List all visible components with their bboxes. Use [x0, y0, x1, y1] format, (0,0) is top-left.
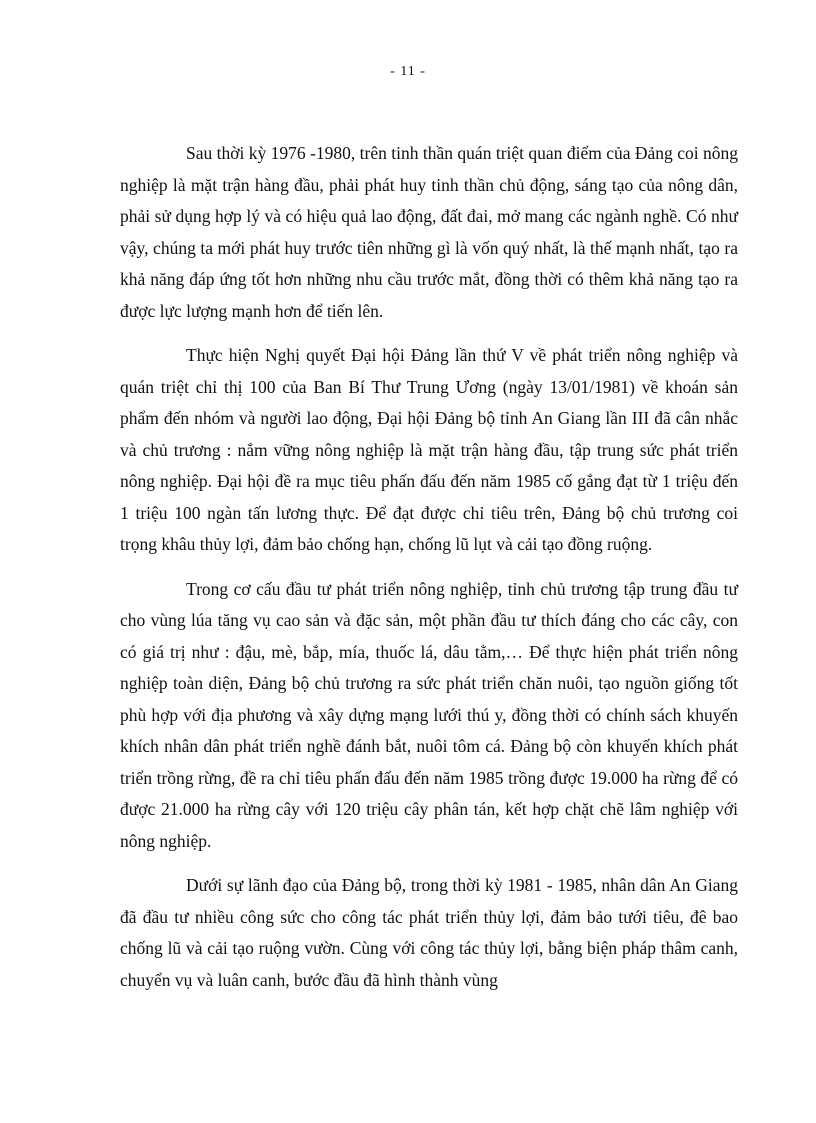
paragraph-3: Trong cơ cấu đầu tư phát triển nông nghiệp, tỉnh chủ trương tập trung đầu tư cho vùng lúa tăng vụ cao sản và đặc sản, một phần đầu tư thích đáng cho các cây, con có giá trị như : đậu, mè, bắp, mía, thuốc lá, dâu tằm,… Để thực hiện phát triển nông nghiệp toàn diện, Đảng bộ chủ trương ra sức phát triển chăn nuôi, tạo nguồn giống tốt phù hợp với địa phương và xây dựng mạng lưới thú y, đồng thời có chính sách khuyến khích nhân dân phát triển nghề đánh bắt, nuôi tôm cá. Đảng bộ còn khuyến khích phát triển trồng rừng, đề ra chỉ tiêu phấn đấu đến năm 1985 trồng được 19.000 ha rừng để có được 21.000 ha rừng cây với 120 triệu cây phân tán, kết hợp chặt chẽ lâm nghiệp với nông nghiệp. — [120, 578, 738, 851]
paragraph-2: Thực hiện Nghị quyết Đại hội Đảng lần thứ V về phát triển nông nghiệp và quán triệt chỉ thị 100 của Ban Bí Thư Trung Ương (ngày 13/01/1981) về khoán sản phẩm đến nhóm và người lao động, Đại hội Đảng bộ tỉnh An Giang lần III đã cân nhắc và chủ trương : nắm vững nông nghiệp là mặt trận hàng đầu, tập trung sức phát triển nông nghiệp. Đại hội đề ra mục tiêu phấn đấu đến năm 1985 cố gắng đạt từ 1 triệu đến 1 triệu 100 ngàn tấn lương thực. Để đạt được chỉ tiêu trên, Đảng bộ chủ trương coi trọng khâu thủy lợi, đảm bảo chống hạn, chống lũ lụt và cải tạo đồng ruộng. — [120, 345, 738, 554]
page-number: - 11 - — [390, 64, 426, 79]
paragraph-1: Sau thời kỳ 1976 -1980, trên tinh thần quán triệt quan điểm của Đảng coi nông nghiệp là mặt trận hàng đầu, phải phát huy tinh thần chủ động, sáng tạo của nông dân, phải sử dụng hợp lý và có hiệu quả lao động, đất đai, mở mang các ngành nghề. Có như vậy, chúng ta mới phát huy trước tiên những gì là vốn quý nhất, là thế mạnh nhất, tạo ra khả năng đáp ứng tốt hơn những nhu cầu trước mắt, đồng thời có thêm khả năng tạo ra được lực lượng mạnh hơn để tiến lên. — [120, 143, 738, 321]
paragraph-4: Dưới sự lãnh đạo của Đảng bộ, trong thời kỳ 1981 - 1985, nhân dân An Giang đã đầu tư nhiều công sức cho công tác phát triển thủy lợi, đảm bảo tưới tiêu, đê bao chống lũ và cải tạo ruộng vườn. Cùng với công tác thủy lợi, bằng biện pháp thâm canh, chuyển vụ và luân canh, bước đầu đã hình thành vùng — [120, 875, 738, 990]
document-body — [120, 138, 738, 1009]
